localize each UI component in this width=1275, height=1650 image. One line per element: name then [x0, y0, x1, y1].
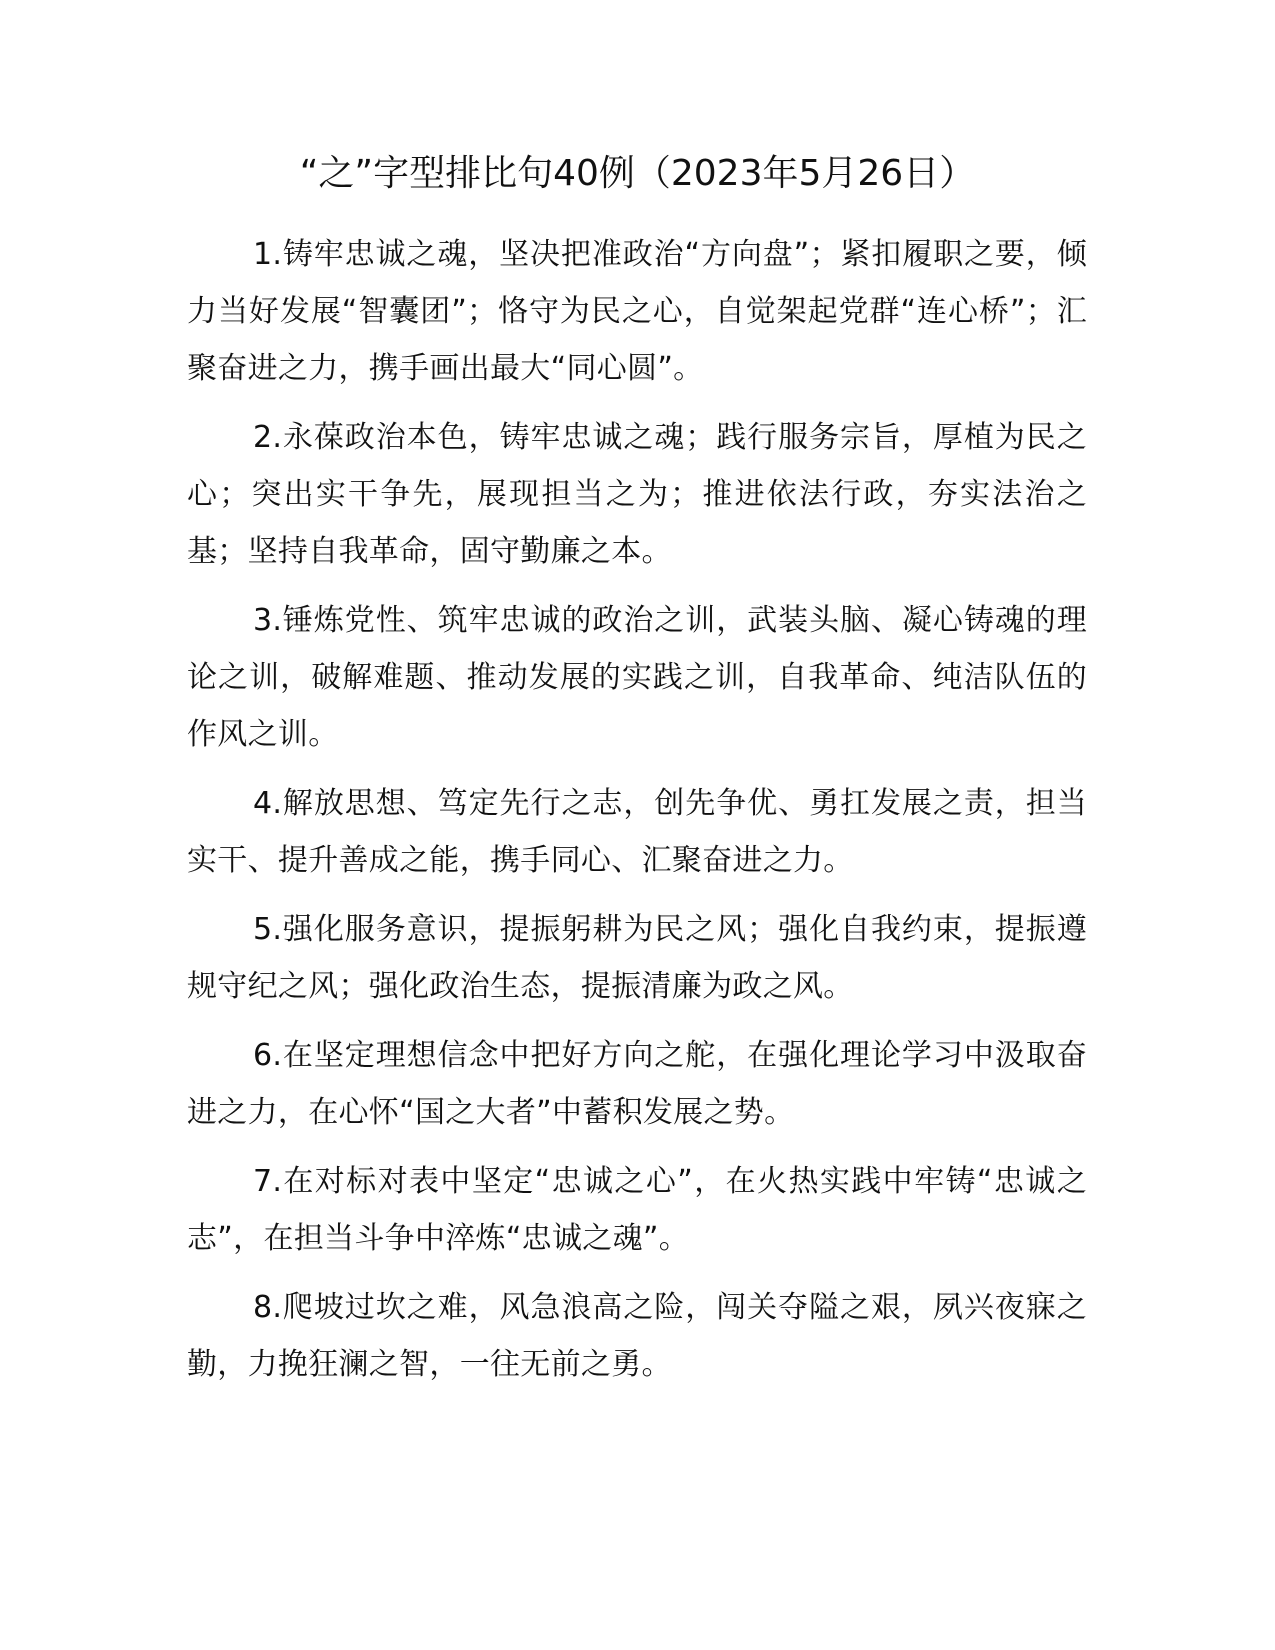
paragraph-6: 6.在坚定理想信念中把好方向之舵，在强化理论学习中汲取奋进之力，在心怀“国之大者”中蓄积发展之势。: [187, 1038, 1087, 1130]
paragraph-1: 1.铸牢忠诚之魂，坚决把准政治“方向盘”；紧扣履职之要，倾力当好发展“智囊团”；恪守为民之心，自觉架起党群“连心桥”；汇聚奋进之力，携手画出最大“同心圆”。: [187, 237, 1087, 386]
paragraph-7: 7.在对标对表中坚定“忠诚之心”，在火热实践中牢铸“忠诚之志”，在担当斗争中淬炼“忠诚之魂”。: [187, 1164, 1087, 1256]
paragraph-5: 5.强化服务意识，提振躬耕为民之风；强化自我约束，提振遵规守纪之风；强化政治生态，提振清廉为政之风。: [187, 912, 1087, 1004]
paragraph-4: 4.解放思想、笃定先行之志，创先争优、勇扛发展之责，担当实干、提升善成之能，携手同心、汇聚奋进之力。: [187, 786, 1087, 878]
paragraph-2: 2.永葆政治本色，铸牢忠诚之魂；践行服务宗旨，厚植为民之心；突出实干争先，展现担当之为；推进依法行政，夯实法治之基；坚持自我革命，固守勤廉之本。: [187, 420, 1087, 569]
paragraph-8: 8.爬坡过坎之难，风急浪高之险，闯关夺隘之艰，夙兴夜寐之勤，力挽狂澜之智，一往无前之勇。: [187, 1290, 1087, 1382]
document-title: “之”字型排比句40例（2023年5月26日）: [299, 153, 976, 194]
document-body: [187, 226, 1087, 1405]
paragraph-3: 3.锤炼党性、筑牢忠诚的政治之训，武装头脑、凝心铸魂的理论之训，破解难题、推动发展的实践之训，自我革命、纯洁队伍的作风之训。: [187, 603, 1087, 752]
